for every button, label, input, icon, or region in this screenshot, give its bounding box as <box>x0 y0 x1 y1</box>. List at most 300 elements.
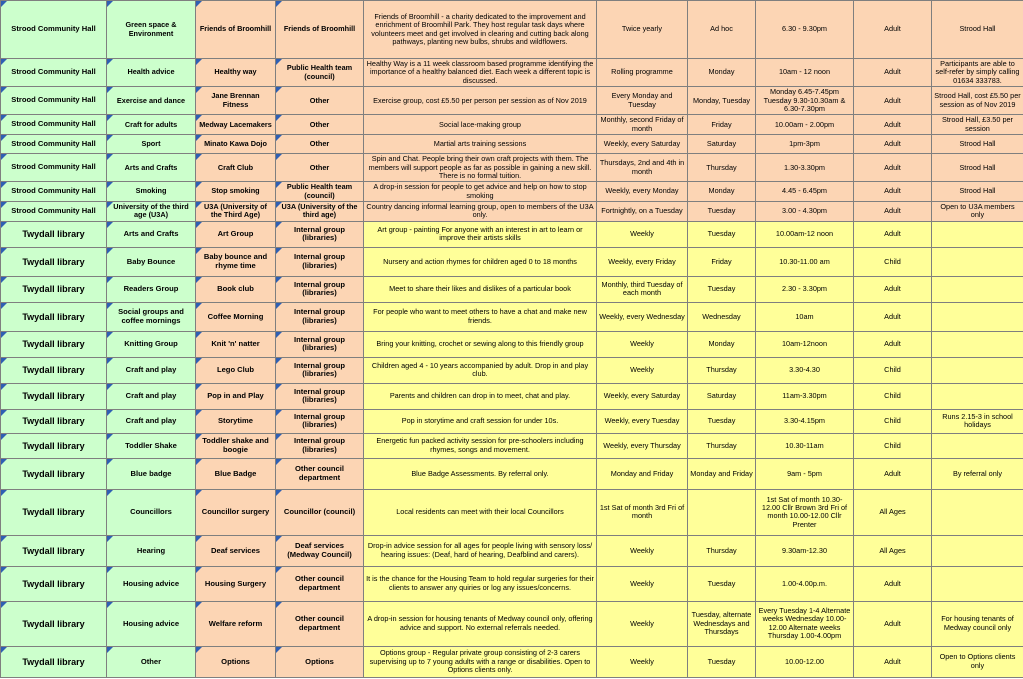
cell-text: Blue Badge Assessments. By referral only. <box>411 468 549 478</box>
venue-cell[interactable] <box>1 202 107 222</box>
activity-type-cell[interactable] <box>107 202 196 222</box>
group-name-cell[interactable] <box>196 135 276 154</box>
description-cell[interactable] <box>364 646 597 677</box>
organiser-type-cell[interactable] <box>276 535 364 566</box>
group-name-cell[interactable] <box>196 409 276 433</box>
audience-cell[interactable] <box>854 535 932 566</box>
cell-text: Open to U3A members only <box>940 202 1015 220</box>
activity-type-cell[interactable] <box>107 154 196 182</box>
time-cell[interactable] <box>756 135 854 154</box>
description-cell[interactable] <box>364 601 597 646</box>
table-row <box>1 357 1023 383</box>
description-cell[interactable] <box>364 202 597 222</box>
cell-text: Monthly, third Tuesday of each month <box>601 279 683 298</box>
time-cell[interactable] <box>756 357 854 383</box>
group-name-cell[interactable] <box>196 535 276 566</box>
cell-text: Energetic fun packed activity session for pre-schoolers including rhymes, songs and movement. <box>376 436 584 454</box>
cell-text: Options <box>305 656 334 666</box>
comment-marker-icon <box>1 459 7 465</box>
organiser-type-cell[interactable] <box>276 458 364 489</box>
time-cell[interactable] <box>756 221 854 247</box>
activity-type-cell[interactable] <box>107 535 196 566</box>
cell-text: Exercise and dance <box>116 95 186 105</box>
frequency-cell[interactable] <box>597 1 688 59</box>
frequency-cell[interactable] <box>597 202 688 222</box>
cell-text: Tuesday <box>707 229 736 239</box>
notes-cell[interactable] <box>932 566 1023 601</box>
time-cell[interactable] <box>756 566 854 601</box>
cell-text: Adult <box>884 95 901 105</box>
frequency-cell[interactable] <box>597 646 688 677</box>
activity-type-cell[interactable] <box>107 1 196 59</box>
time-cell[interactable] <box>756 276 854 302</box>
day-cell[interactable] <box>688 154 756 182</box>
cell-text: Tuesday <box>707 206 736 216</box>
group-name-cell[interactable] <box>196 458 276 489</box>
comment-marker-icon <box>276 135 282 141</box>
cell-text: Every Monday and Tuesday <box>611 91 673 109</box>
activity-type-cell[interactable] <box>107 383 196 409</box>
comment-marker-icon <box>107 154 113 160</box>
venue-cell[interactable] <box>1 535 107 566</box>
frequency-cell[interactable] <box>597 458 688 489</box>
cell-text: Social lace-making group <box>439 119 521 129</box>
venue-cell[interactable] <box>1 601 107 646</box>
activity-type-cell[interactable] <box>107 247 196 276</box>
organiser-type-cell[interactable] <box>276 302 364 331</box>
table-row <box>1 433 1023 458</box>
audience-cell[interactable] <box>854 331 932 357</box>
frequency-cell[interactable] <box>597 221 688 247</box>
cell-text: For people who want to meet others to have a chat and make new friends. <box>373 307 587 325</box>
day-cell[interactable] <box>688 646 756 677</box>
frequency-cell[interactable] <box>597 489 688 535</box>
cell-text: Twydall library <box>22 365 85 376</box>
audience-cell[interactable] <box>854 458 932 489</box>
audience-cell[interactable] <box>854 489 932 535</box>
frequency-cell[interactable] <box>597 433 688 458</box>
time-cell[interactable] <box>756 646 854 677</box>
organiser-type-cell[interactable] <box>276 383 364 409</box>
audience-cell[interactable] <box>854 302 932 331</box>
notes-cell[interactable] <box>932 87 1023 115</box>
cell-text: Storytime <box>217 416 254 425</box>
audience-cell[interactable] <box>854 276 932 302</box>
time-cell[interactable] <box>756 383 854 409</box>
cell-text: Monday <box>708 339 735 349</box>
cell-text: Child <box>884 391 901 401</box>
day-cell[interactable] <box>688 302 756 331</box>
group-name-cell[interactable] <box>196 331 276 357</box>
day-cell[interactable] <box>688 601 756 646</box>
day-cell[interactable] <box>688 331 756 357</box>
day-cell[interactable] <box>688 433 756 458</box>
comment-marker-icon <box>276 459 282 465</box>
table-row <box>1 489 1023 535</box>
organiser-type-cell[interactable] <box>276 247 364 276</box>
description-cell[interactable] <box>364 302 597 331</box>
cell-text: Thursday <box>706 440 737 450</box>
venue-cell[interactable] <box>1 302 107 331</box>
notes-cell[interactable] <box>932 221 1023 247</box>
activity-type-cell[interactable] <box>107 458 196 489</box>
activity-type-cell[interactable] <box>107 182 196 202</box>
group-name-cell[interactable] <box>196 87 276 115</box>
notes-cell[interactable] <box>932 535 1023 566</box>
description-cell[interactable] <box>364 535 597 566</box>
description-cell[interactable] <box>364 489 597 535</box>
frequency-cell[interactable] <box>597 357 688 383</box>
audience-cell[interactable] <box>854 1 932 59</box>
description-cell[interactable] <box>364 357 597 383</box>
cell-text: Tuesday <box>707 578 736 588</box>
notes-cell[interactable] <box>932 154 1023 182</box>
day-cell[interactable] <box>688 458 756 489</box>
time-cell[interactable] <box>756 535 854 566</box>
organiser-type-cell[interactable] <box>276 331 364 357</box>
time-cell[interactable] <box>756 182 854 202</box>
table-row <box>1 115 1023 135</box>
day-cell[interactable] <box>688 59 756 87</box>
day-cell[interactable] <box>688 409 756 433</box>
venue-cell[interactable] <box>1 409 107 433</box>
notes-cell[interactable] <box>932 1 1023 59</box>
description-cell[interactable] <box>364 1 597 59</box>
comment-marker-icon <box>196 277 202 283</box>
group-name-cell[interactable] <box>196 276 276 302</box>
audience-cell[interactable] <box>854 115 932 135</box>
comment-marker-icon <box>276 115 282 121</box>
audience-cell[interactable] <box>854 247 932 276</box>
day-cell[interactable] <box>688 221 756 247</box>
frequency-cell[interactable] <box>597 535 688 566</box>
venue-cell[interactable] <box>1 135 107 154</box>
venue-cell[interactable] <box>1 154 107 182</box>
cell-text: Local residents can meet with their local Councillors <box>396 507 564 517</box>
venue-cell[interactable] <box>1 182 107 202</box>
cell-text: U3A (University of the third age) <box>281 202 358 220</box>
description-cell[interactable] <box>364 221 597 247</box>
organiser-type-cell[interactable] <box>276 1 364 59</box>
cell-text: Adult <box>884 578 901 588</box>
cell-text: Craft and play <box>125 365 177 374</box>
audience-cell[interactable] <box>854 646 932 677</box>
description-cell[interactable] <box>364 247 597 276</box>
cell-text: A drop-in session for housing tenants of Medway council only, offering advice and support. No external referrals needed. <box>367 614 593 632</box>
venue-cell[interactable] <box>1 357 107 383</box>
day-cell[interactable] <box>688 182 756 202</box>
cell-text: Weekly <box>630 656 654 666</box>
venue-cell[interactable] <box>1 1 107 59</box>
organiser-type-cell[interactable] <box>276 182 364 202</box>
audience-cell[interactable] <box>854 87 932 115</box>
cell-text: Parents and children can drop in to meet, chat and play. <box>389 391 571 401</box>
notes-cell[interactable] <box>932 409 1023 433</box>
time-cell[interactable] <box>756 433 854 458</box>
organiser-type-cell[interactable] <box>276 409 364 433</box>
group-name-cell[interactable] <box>196 1 276 59</box>
group-name-cell[interactable] <box>196 566 276 601</box>
organiser-type-cell[interactable] <box>276 59 364 87</box>
venue-cell[interactable] <box>1 458 107 489</box>
group-name-cell[interactable] <box>196 433 276 458</box>
audience-cell[interactable] <box>854 59 932 87</box>
activity-type-cell[interactable] <box>107 59 196 87</box>
venue-cell[interactable] <box>1 87 107 115</box>
comment-marker-icon <box>196 384 202 390</box>
frequency-cell[interactable] <box>597 302 688 331</box>
audience-cell[interactable] <box>854 221 932 247</box>
organiser-type-cell[interactable] <box>276 601 364 646</box>
notes-cell[interactable] <box>932 646 1023 677</box>
activity-type-cell[interactable] <box>107 87 196 115</box>
comment-marker-icon <box>107 277 113 283</box>
frequency-cell[interactable] <box>597 276 688 302</box>
notes-cell[interactable] <box>932 458 1023 489</box>
description-cell[interactable] <box>364 409 597 433</box>
audience-cell[interactable] <box>854 383 932 409</box>
organiser-type-cell[interactable] <box>276 646 364 677</box>
time-cell[interactable] <box>756 489 854 535</box>
day-cell[interactable] <box>688 87 756 115</box>
group-name-cell[interactable] <box>196 182 276 202</box>
venue-cell[interactable] <box>1 59 107 87</box>
audience-cell[interactable] <box>854 135 932 154</box>
time-cell[interactable] <box>756 115 854 135</box>
notes-cell[interactable] <box>932 115 1023 135</box>
notes-cell[interactable] <box>932 433 1023 458</box>
activity-type-cell[interactable] <box>107 433 196 458</box>
cell-text: 9am - 5pm <box>787 468 822 478</box>
cell-text: Child <box>884 365 901 375</box>
cell-text: Deaf services <box>211 545 260 555</box>
notes-cell[interactable] <box>932 202 1023 222</box>
organiser-type-cell[interactable] <box>276 221 364 247</box>
activity-type-cell[interactable] <box>107 601 196 646</box>
notes-cell[interactable] <box>932 182 1023 202</box>
activity-type-cell[interactable] <box>107 331 196 357</box>
cell-text: 3.30-4.30 <box>789 365 820 375</box>
notes-cell[interactable] <box>932 383 1023 409</box>
group-name-cell[interactable] <box>196 247 276 276</box>
venue-cell[interactable] <box>1 489 107 535</box>
comment-marker-icon <box>1 490 7 496</box>
frequency-cell[interactable] <box>597 601 688 646</box>
notes-cell[interactable] <box>932 276 1023 302</box>
time-cell[interactable] <box>756 601 854 646</box>
day-cell[interactable] <box>688 383 756 409</box>
comment-marker-icon <box>107 410 113 416</box>
cell-text: Options <box>221 656 250 666</box>
day-cell[interactable] <box>688 566 756 601</box>
organiser-type-cell[interactable] <box>276 87 364 115</box>
cell-text: Friends of Broomhill - a charity dedicated to the improvement and enrichment of Broomhill Park. They host regular task days where volunteers meet and get involved in clearing and cutting back along pathways, planting new bulbs, shrubs and wildflowers. <box>371 11 589 46</box>
frequency-cell[interactable] <box>597 115 688 135</box>
venue-cell[interactable] <box>1 646 107 677</box>
notes-cell[interactable] <box>932 59 1023 87</box>
day-cell[interactable] <box>688 489 756 535</box>
cell-text: Monday 6.45-7.45pm Tuesday 9.30-10.30am & 6.30-7.30pm <box>763 87 846 113</box>
group-name-cell[interactable] <box>196 646 276 677</box>
description-cell[interactable] <box>364 87 597 115</box>
comment-marker-icon <box>276 87 282 93</box>
description-cell[interactable] <box>364 182 597 202</box>
description-cell[interactable] <box>364 135 597 154</box>
description-cell[interactable] <box>364 458 597 489</box>
audience-cell[interactable] <box>854 601 932 646</box>
time-cell[interactable] <box>756 202 854 222</box>
activity-type-cell[interactable] <box>107 221 196 247</box>
comment-marker-icon <box>276 536 282 542</box>
cell-text: Lego Club <box>216 365 255 374</box>
day-cell[interactable] <box>688 276 756 302</box>
notes-cell[interactable] <box>932 135 1023 154</box>
day-cell[interactable] <box>688 115 756 135</box>
cell-text: Adult <box>884 339 901 349</box>
comment-marker-icon <box>1 154 7 160</box>
description-cell[interactable] <box>364 59 597 87</box>
venue-cell[interactable] <box>1 115 107 135</box>
group-name-cell[interactable] <box>196 221 276 247</box>
notes-cell[interactable] <box>932 247 1023 276</box>
activity-type-cell[interactable] <box>107 302 196 331</box>
day-cell[interactable] <box>688 357 756 383</box>
frequency-cell[interactable] <box>597 247 688 276</box>
frequency-cell[interactable] <box>597 566 688 601</box>
comment-marker-icon <box>196 647 202 653</box>
description-cell[interactable] <box>364 115 597 135</box>
group-name-cell[interactable] <box>196 302 276 331</box>
group-name-cell[interactable] <box>196 601 276 646</box>
time-cell[interactable] <box>756 1 854 59</box>
notes-cell[interactable] <box>932 357 1023 383</box>
description-cell[interactable] <box>364 433 597 458</box>
venue-cell[interactable] <box>1 247 107 276</box>
day-cell[interactable] <box>688 247 756 276</box>
cell-text: Runs 2.15-3 in school holidays <box>942 411 1013 430</box>
time-cell[interactable] <box>756 247 854 276</box>
notes-cell[interactable] <box>932 489 1023 535</box>
activity-type-cell[interactable] <box>107 115 196 135</box>
group-name-cell[interactable] <box>196 489 276 535</box>
venue-cell[interactable] <box>1 566 107 601</box>
table-row <box>1 135 1023 154</box>
organiser-type-cell[interactable] <box>276 566 364 601</box>
day-cell[interactable] <box>688 202 756 222</box>
activity-type-cell[interactable] <box>107 489 196 535</box>
time-cell[interactable] <box>756 154 854 182</box>
frequency-cell[interactable] <box>597 383 688 409</box>
venue-cell[interactable] <box>1 221 107 247</box>
frequency-cell[interactable] <box>597 409 688 433</box>
comment-marker-icon <box>107 459 113 465</box>
organiser-type-cell[interactable] <box>276 489 364 535</box>
audience-cell[interactable] <box>854 182 932 202</box>
cell-text: Weekly <box>630 578 654 588</box>
organiser-type-cell[interactable] <box>276 154 364 182</box>
notes-cell[interactable] <box>932 601 1023 646</box>
time-cell[interactable] <box>756 59 854 87</box>
audience-cell[interactable] <box>854 409 932 433</box>
notes-cell[interactable] <box>932 331 1023 357</box>
venue-cell[interactable] <box>1 331 107 357</box>
frequency-cell[interactable] <box>597 87 688 115</box>
activity-type-cell[interactable] <box>107 566 196 601</box>
audience-cell[interactable] <box>854 357 932 383</box>
activity-type-cell[interactable] <box>107 135 196 154</box>
audience-cell[interactable] <box>854 202 932 222</box>
organiser-type-cell[interactable] <box>276 202 364 222</box>
organiser-type-cell[interactable] <box>276 135 364 154</box>
group-name-cell[interactable] <box>196 383 276 409</box>
organiser-type-cell[interactable] <box>276 276 364 302</box>
group-name-cell[interactable] <box>196 357 276 383</box>
comment-marker-icon <box>276 277 282 283</box>
day-cell[interactable] <box>688 535 756 566</box>
comment-marker-icon <box>196 536 202 542</box>
comment-marker-icon <box>107 1 113 7</box>
venue-cell[interactable] <box>1 383 107 409</box>
cell-text: 1.30-3.30pm <box>784 162 825 172</box>
group-name-cell[interactable] <box>196 115 276 135</box>
audience-cell[interactable] <box>854 433 932 458</box>
time-cell[interactable] <box>756 302 854 331</box>
frequency-cell[interactable] <box>597 135 688 154</box>
time-cell[interactable] <box>756 458 854 489</box>
time-cell[interactable] <box>756 409 854 433</box>
description-cell[interactable] <box>364 383 597 409</box>
cell-text: Adult <box>884 468 901 478</box>
organiser-type-cell[interactable] <box>276 115 364 135</box>
venue-cell[interactable] <box>1 276 107 302</box>
activity-type-cell[interactable] <box>107 276 196 302</box>
comment-marker-icon <box>276 410 282 416</box>
notes-cell[interactable] <box>932 302 1023 331</box>
activity-type-cell[interactable] <box>107 357 196 383</box>
description-cell[interactable] <box>364 154 597 182</box>
cell-text: Adult <box>884 162 901 172</box>
time-cell[interactable] <box>756 87 854 115</box>
audience-cell[interactable] <box>854 566 932 601</box>
day-cell[interactable] <box>688 1 756 59</box>
description-cell[interactable] <box>364 276 597 302</box>
time-cell[interactable] <box>756 331 854 357</box>
venue-cell[interactable] <box>1 433 107 458</box>
frequency-cell[interactable] <box>597 59 688 87</box>
cell-text: Adult <box>884 618 901 628</box>
day-cell[interactable] <box>688 135 756 154</box>
group-name-cell[interactable] <box>196 59 276 87</box>
group-name-cell[interactable] <box>196 154 276 182</box>
organiser-type-cell[interactable] <box>276 357 364 383</box>
frequency-cell[interactable] <box>597 154 688 182</box>
group-name-cell[interactable] <box>196 202 276 222</box>
activity-type-cell[interactable] <box>107 409 196 433</box>
comment-marker-icon <box>1 202 7 208</box>
description-cell[interactable] <box>364 566 597 601</box>
frequency-cell[interactable] <box>597 182 688 202</box>
frequency-cell[interactable] <box>597 331 688 357</box>
comment-marker-icon <box>1 536 7 542</box>
activity-type-cell[interactable] <box>107 646 196 677</box>
comment-marker-icon <box>1 410 7 416</box>
comment-marker-icon <box>196 303 202 309</box>
audience-cell[interactable] <box>854 154 932 182</box>
cell-text: Internal group (libraries) <box>293 360 346 379</box>
organiser-type-cell[interactable] <box>276 433 364 458</box>
description-cell[interactable] <box>364 331 597 357</box>
cell-text: 10.30-11am <box>785 440 824 450</box>
